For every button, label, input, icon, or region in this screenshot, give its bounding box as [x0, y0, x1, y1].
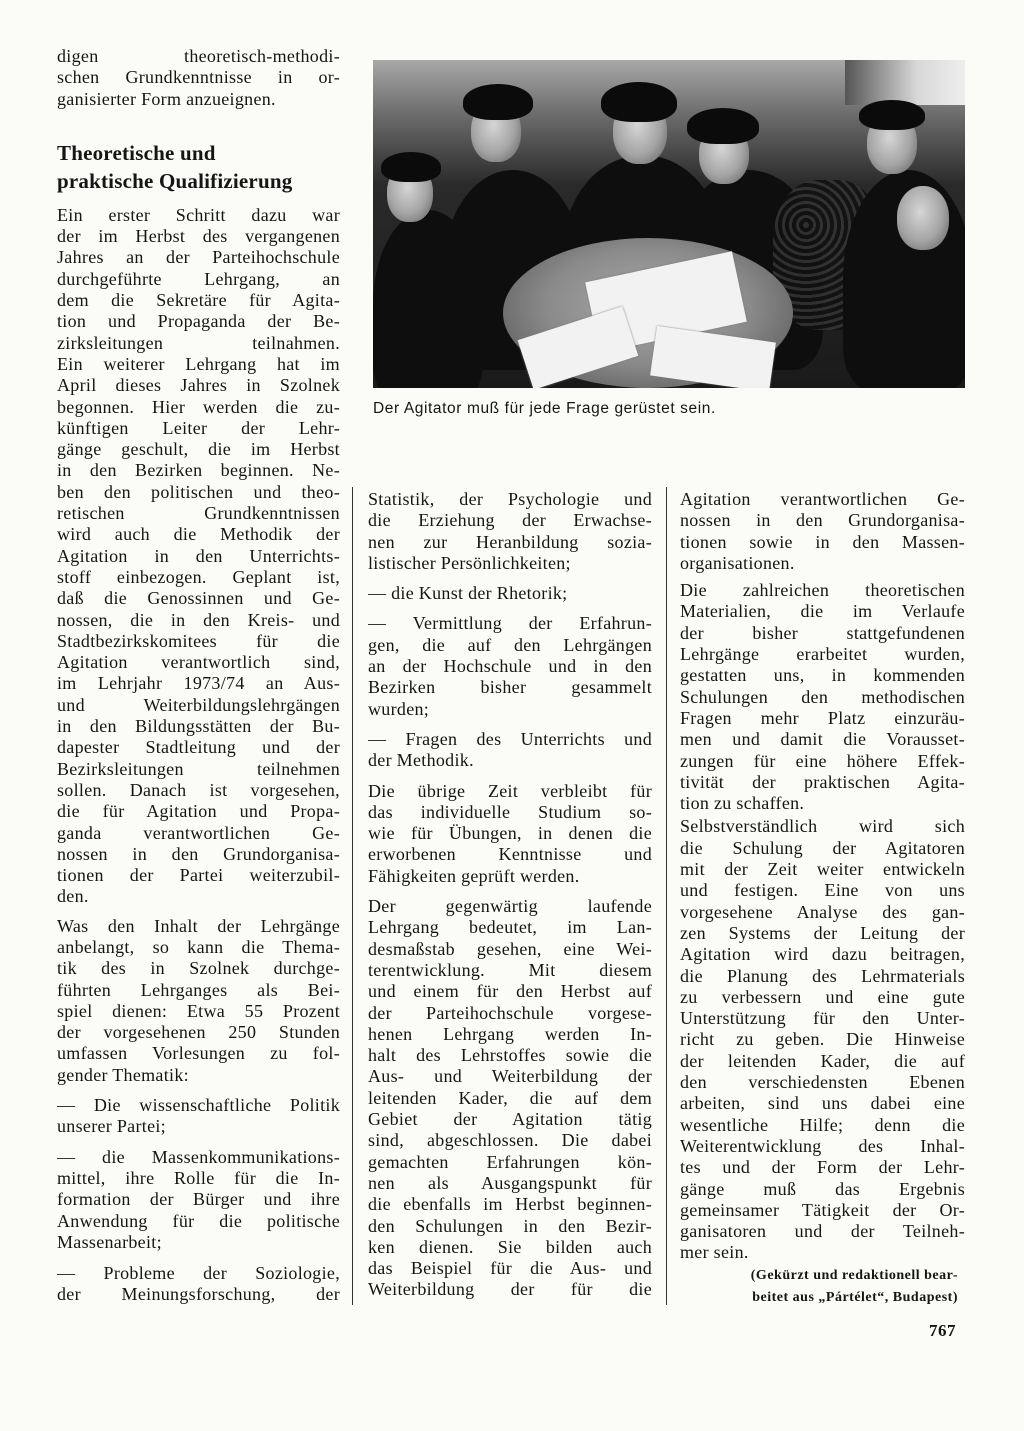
text-line: — die Massenkommunikations- [57, 1146, 340, 1167]
text-line: henen Lehrgang werden In- [368, 1023, 652, 1044]
source-note-line: beitet aus „Pártélet“, Budapest) [752, 1289, 958, 1305]
list-item [368, 729, 652, 772]
text-line: — die Kunst der Rhetorik; [368, 583, 568, 604]
text-line: mit der Zeit weiter entwickeln [680, 859, 965, 880]
text-line: April dieses Jahres in Szolnek [57, 375, 340, 396]
text-line: Was den Inhalt der Lehrgänge [57, 915, 340, 936]
text-line: die ebenfalls im Herbst beginnen- [368, 1194, 652, 1215]
source-note-line: (Gekürzt und redaktionell bear- [750, 1267, 958, 1283]
text-line: tion und Propaganda der Be- [57, 311, 340, 332]
text-line: ganisierter Form anzueignen. [57, 88, 276, 109]
text-line: sollen. Danach ist vorgesehen, [57, 779, 340, 800]
right-column [680, 489, 965, 1309]
text-line: den verschiedensten Ebenen [680, 1072, 965, 1093]
text-line: die Erziehung der Erwachse- [368, 510, 652, 531]
text-line: Agitation verantwortlichen Ge- [680, 489, 965, 509]
text-line: erworbenen Kenntnisse und [368, 844, 652, 865]
text-line: tion zu schaffen. [680, 793, 805, 814]
text-line: nen zur Heranbildung sozia- [368, 531, 652, 552]
text-line: desmaßstab gesehen, eine Wei- [368, 938, 652, 959]
text-line: ben den politischen und theo- [57, 481, 340, 502]
text-line: Agitation verantwortlich sind, [57, 652, 340, 673]
text-line: spiel dienen: Etwa 55 Prozent [57, 1000, 340, 1021]
source-note [680, 1265, 965, 1309]
text-line: Statistik, der Psychologie und [368, 489, 652, 509]
text-line: schen Grundkenntnisse in or- [57, 67, 340, 88]
text-line: gemeinsamer Tätigkeit der Or- [680, 1199, 965, 1220]
list-item [368, 489, 652, 574]
text-line: Selbstverständlich wird sich [680, 816, 965, 837]
text-line: tionen sowie in den Massen- [680, 531, 965, 552]
text-line: der Methodik. [368, 750, 474, 771]
paragraph [680, 580, 965, 814]
text-line: — Vermittlung der Erfahrun- [368, 613, 652, 634]
text-line: — Die wissenschaftliche Politik [57, 1095, 340, 1116]
photo-hair [463, 84, 533, 120]
text-line: den. [57, 886, 89, 907]
text-line: wird auch die Methodik der [57, 524, 340, 545]
section-heading [57, 139, 340, 195]
text-line: durchgeführte Lehrgang, an [57, 268, 340, 289]
photo [373, 60, 965, 388]
text-line: tes und der Form der Lehr- [680, 1157, 965, 1178]
photo-hair [381, 152, 441, 182]
text-line: Weiterentwicklung des Inhal- [680, 1135, 965, 1156]
photo-hair [859, 100, 925, 130]
paragraph [57, 916, 340, 1086]
text-line: umfassen Vorlesungen zu fol- [57, 1043, 340, 1064]
list-item [368, 583, 652, 604]
text-line: nen als Ausgangspunkt für [368, 1172, 652, 1193]
list-item [57, 1263, 340, 1306]
text-line: Lehrgang bedeutet, im Lan- [368, 917, 652, 938]
section-heading-line: Theoretische und [57, 140, 216, 165]
text-line: tik des in Szolnek durchge- [57, 958, 340, 979]
text-line: nossen in den Grundorganisa- [680, 510, 965, 531]
photo-face [897, 186, 949, 250]
text-line: Unterstützung für den Unter- [680, 1008, 965, 1029]
text-line: Bezirken bisher gesammelt [368, 677, 652, 698]
text-line: daß die Genossinnen und Ge- [57, 588, 340, 609]
paragraph [368, 781, 652, 887]
column-divider [666, 487, 667, 1305]
text-line: leitenden Kader, die auf dem [368, 1087, 652, 1108]
text-line: gender Thematik: [57, 1064, 189, 1085]
text-line: Gebiet der Agitation tätig [368, 1109, 652, 1130]
text-line: und einem für den Herbst auf [368, 981, 652, 1002]
text-line: vorgesehene Analyse des gan- [680, 901, 965, 922]
photo-window [845, 60, 965, 105]
text-line: in den Bezirken beginnen. Ne- [57, 460, 340, 481]
text-line: Anwendung für die politische [57, 1210, 340, 1231]
text-line: listischer Persönlichkeiten; [368, 552, 571, 573]
text-line: gen, die auf den Lehrgängen [368, 634, 652, 655]
text-line: nossen in den Grundorganisa- [57, 843, 340, 864]
text-line: im Lehrjahr 1973/74 an Aus- [57, 673, 340, 694]
text-line: halt des Lehrstoffes sowie die [368, 1045, 652, 1066]
page-number: 767 [929, 1321, 956, 1340]
text-line: künftigen Leiter der Lehr- [57, 417, 340, 438]
text-line: gemachten Erfahrungen kön- [368, 1151, 652, 1172]
text-line: formation der Bürger und ihre [57, 1189, 340, 1210]
section-heading-line: praktische Qualifizierung [57, 168, 293, 193]
paragraph [680, 489, 965, 574]
text-line: Fähigkeiten geprüft werden. [368, 865, 580, 886]
text-line: — Fragen des Unterrichts und [368, 728, 652, 749]
text-line: stoff einbezogen. Geplant ist, [57, 566, 340, 587]
text-line: wurden; [368, 698, 430, 719]
text-line: zen Systems der Leitung der [680, 922, 965, 943]
text-line: und Weiterbildungslehrgängen [57, 694, 340, 715]
text-line: mer sein. [680, 1242, 749, 1263]
text-line: unserer Partei; [57, 1116, 166, 1137]
photo-hair [601, 82, 677, 122]
text-line: das individuelle Studium so- [368, 801, 652, 822]
text-line: arbeiten, sind uns dabei eine [680, 1093, 965, 1114]
text-line: organisationen. [680, 552, 795, 573]
text-line: der leitenden Kader, die auf [680, 1050, 965, 1071]
list-item [57, 1095, 340, 1138]
text-line: dapester Stadtleitung und der [57, 737, 340, 758]
text-line: Lehrgänge erarbeitet wurden, [680, 644, 965, 665]
text-line: der im Herbst des vergangenen [57, 226, 340, 247]
text-line: an der Hochschule und in den [368, 656, 652, 677]
text-line: die Planung des Lehrmaterials [680, 965, 965, 986]
text-line: das Beispiel für die Aus- und [368, 1258, 652, 1279]
text-line: retischen Grundkenntnissen [57, 503, 340, 524]
text-line: Fragen mehr Platz einzuräu- [680, 707, 965, 728]
text-line: richt zu geben. Die Hinweise [680, 1029, 965, 1050]
list-item [368, 613, 652, 719]
paragraph [57, 205, 340, 908]
text-line: zirksleitungen teilnahmen. [57, 332, 340, 353]
text-line: Die zahlreichen theoretischen [680, 580, 965, 601]
left-column [57, 46, 340, 1306]
text-line: führten Lehrganges als Bei- [57, 979, 340, 1000]
text-line: anbelangt, so kann die Thema- [57, 936, 340, 957]
column-divider [352, 487, 353, 1305]
text-line: in den Bildungsstätten der Bu- [57, 716, 340, 737]
text-line: begonnen. Hier werden die zu- [57, 396, 340, 417]
text-line: gänge muß das Ergebnis [680, 1178, 965, 1199]
text-line: wie für Übungen, in denen die [368, 823, 652, 844]
text-line: Stadtbezirkskomitees für die [57, 630, 340, 651]
paragraph [368, 896, 652, 1301]
text-line: gestatten uns, in kommenden [680, 665, 965, 686]
text-line: gänge geschult, die im Herbst [57, 439, 340, 460]
text-line: ganda verantwortlichen Ge- [57, 822, 340, 843]
text-line: Ein weiterer Lehrgang hat im [57, 353, 340, 374]
text-line: den Schulungen in den Bezir- [368, 1215, 652, 1236]
text-line: nossen, die in den Kreis- und [57, 609, 340, 630]
text-line: tivität der praktischen Agita- [680, 771, 965, 792]
text-line: der Parteihochschule vorgese- [368, 1002, 652, 1023]
text-line: Jahres an der Parteihochschule [57, 247, 340, 268]
text-line: mittel, ihre Rolle für die In- [57, 1167, 340, 1188]
text-line: tionen der Partei weiterzubil- [57, 865, 340, 886]
text-line: ganisatoren und der Teilneh- [680, 1221, 965, 1242]
list-item [57, 1147, 340, 1253]
text-line: und festigen. Eine von uns [680, 880, 965, 901]
text-line: Der gegenwärtig laufende [368, 896, 652, 917]
text-line: Die übrige Zeit verbleibt für [368, 780, 652, 801]
text-line: men und damit die Vorausset- [680, 729, 965, 750]
middle-column [368, 489, 652, 1301]
text-line: zu verbessern und eine gute [680, 986, 965, 1007]
photo-hair [687, 108, 759, 144]
text-line: Schulungen den methodischen [680, 686, 965, 707]
photo-caption: Der Agitator muß für jede Frage gerüstet sein. [373, 400, 716, 417]
text-line: Agitation wird dazu beitragen, [680, 944, 965, 965]
text-line: der bisher stattgefundenen [680, 622, 965, 643]
text-line: Aus- und Weiterbildung der [368, 1066, 652, 1087]
text-line: dem die Sekretäre für Agita- [57, 290, 340, 311]
text-line: Weiterbildung der für die [368, 1279, 652, 1300]
text-line: Agitation in den Unterrichts- [57, 545, 340, 566]
text-line: die Schulung der Agitatoren [680, 837, 965, 858]
text-line: — Probleme der Soziologie, [57, 1263, 340, 1284]
text-line: ken dienen. Sie bilden auch [368, 1236, 652, 1257]
paragraph [57, 46, 340, 110]
text-line: zungen für eine höhere Effek- [680, 750, 965, 771]
text-line: die für Agitation und Propa- [57, 801, 340, 822]
text-line: digen theoretisch-methodi- [57, 46, 340, 66]
text-line: der vorgesehenen 250 Stunden [57, 1022, 340, 1043]
paragraph [680, 816, 965, 1263]
text-line: Bezirksleitungen teilnehmen [57, 758, 340, 779]
text-line: Materialien, die im Verlaufe [680, 601, 965, 622]
text-line: der Meinungsforschung, der [57, 1284, 340, 1305]
text-line: Massenarbeit; [57, 1231, 162, 1252]
text-line: terentwicklung. Mit diesem [368, 959, 652, 980]
text-line: Ein erster Schritt dazu war [57, 204, 340, 225]
text-line: wesentliche Hilfe; denn die [680, 1114, 965, 1135]
text-line: sind, abgeschlossen. Die dabei [368, 1130, 652, 1151]
